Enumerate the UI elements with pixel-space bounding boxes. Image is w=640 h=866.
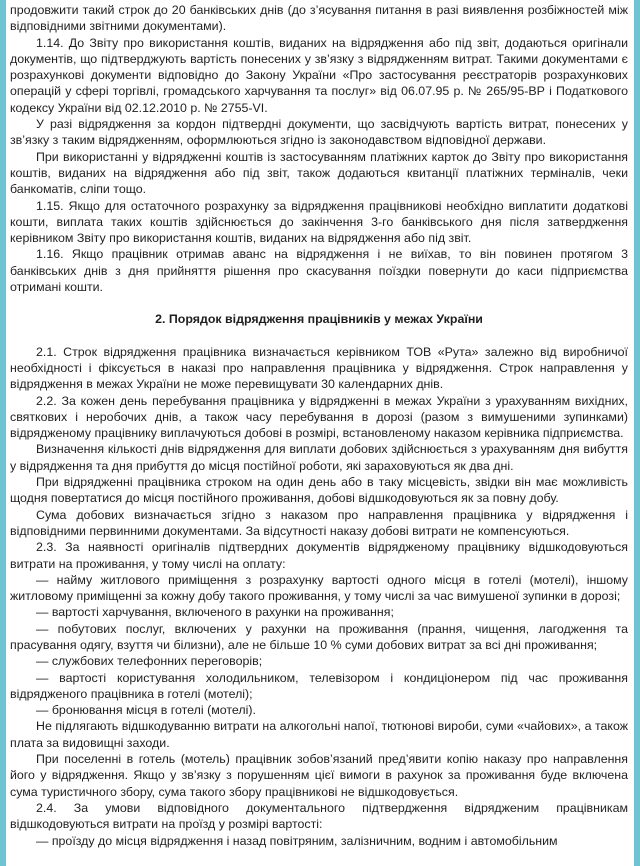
paragraph: 1.15. Якщо для остаточного розрахунку за відрядження працівникові необхідно виплатити додаткові кошти, виплата таких коштів здійснюється до закінчення 3-го банківського дня після затвердження керівником Звіту про використання коштів, виданих на відрядження або під звіт. (10, 198, 628, 246)
paragraph: 2.4. За умови відповідного документального підтвердження відрядженим працівникам відшкодовуються витрати на проїзд у розмірі вартості: (10, 800, 628, 832)
list-item: — службових телефонних переговорів; (36, 654, 263, 669)
section-heading: 2. Порядок відрядження працівників у межах України (155, 312, 483, 327)
paragraph: 2.3. За наявності оригіналів підтвердних документів відрядженому працівнику відшкодовуються витрати на проживання, у тому числі на оплату: (10, 540, 628, 571)
paragraph: У разі відрядження за кордон підтвердні документи, що засвідчують вартість витрат, понесених у зв’язку з таким відрядженням, оформлюються згідно із законодавством відповідної держави. (10, 117, 628, 148)
paragraph: При відрядженні працівника строком на один день або в таку місцевість, звідки він має можливість щодня повертатися до місця постійного проживання, добові відшкодовуються як за повну добу. (10, 475, 628, 506)
paragraph: 2.1. Строк відрядження працівника визначається керівником ТОВ «Рута» залежно від виробничої необхідності і фіксується в наказі про направлення працівника у відрядження. Строк направлення у відрядження в межах України не може перевищувати 30 календарних днів. (10, 344, 628, 392)
list-item: — побутових послуг, включених у рахунки на проживання (прання, чищення, лагодження та прасування одягу, взуття чи білизни), але не більше 10 % суми добових витрат за всі дні проживання; (10, 621, 628, 652)
paragraph: Сума добових визначається згідно з наказом про направлення працівника у відрядження і відповідними первинними документами. За відсутності наказу добові витрати не компенсуються. (10, 507, 628, 538)
list-item: — бронювання місця в готелі (мотелі). (36, 703, 256, 718)
spacer (10, 328, 628, 344)
paragraph: Не підлягають відшкодуванню витрати на алкогольні напої, тютюнові вироби, суми «чайових», а також плата за видовищні заходи. (10, 719, 628, 750)
list-item: — проїзду до місця відрядження і назад повітряним, залізничним, водним і автомобільним (36, 833, 558, 848)
list-item: — вартості харчування, включеного в рахунки на проживання; (36, 605, 394, 620)
spacer (10, 295, 628, 311)
paragraph: При поселенні в готель (мотель) працівник зобов’язаний пред’явити копію наказу про направлення його у відрядження. Якщо у зв’язку з порушенням цієї вимоги в рахунок за проживання буде включена сума туристичного збору, сума такого збору працівникові не відшкодовується. (10, 752, 628, 799)
left-accent-bar (0, 0, 6, 866)
paragraph: При використанні у відрядженні коштів із застосуванням платіжних карток до Звіту про використання коштів, виданих на відрядження або під звіт, також додаються квитанції платіжних терміналів, чеки банкоматів, сліпи тощо. (10, 149, 628, 197)
paragraph: продовжити такий строк до 20 банківських днів (до з’ясування питання в разі виявлення розбіжностей між відповідними звітними документами). (10, 3, 628, 34)
paragraph: 1.14. До Звіту про використання коштів, виданих на відрядження або під звіт, додаються оригінали документів, що підтверджують вартість понесених у зв’язку з відрядженням витрат. Такими документами є розрахункові документи відповідно до Закону України «Про застосування реєстраторів розрахункових операцій у сфері торгівлі, громадського харчування та послуг» від 06.07.95 р. № 265/95-ВР і Податкового кодексу України від 02.12.2010 р. № 2755-VI. (10, 35, 628, 115)
paragraph: Визначення кількості днів відрядження для виплати добових здійснюється з урахуванням дня вибуття у відрядження та дня прибуття до місця постійної роботи, які зараховуються як два дні. (10, 442, 628, 473)
list-item: — найму житлового приміщення з розрахунку вартості одного місця в готелі (мотелі), іншому житловому приміщенні за кожну добу такого проживання, у тому числі за час вимушеної зупинки в дорозі; (10, 572, 628, 604)
right-accent-bar (634, 0, 640, 866)
paragraph: 2.2. За кожен день перебування працівника у відрядженні в межах України з урахуванням вихідних, святкових і неробочих днів, а також часу перебування в дорозі (разом з вимушеними зупинками) відрядженому працівнику виплачуються добові в розмірі, встановленому наказом керівника підприємства. (10, 393, 628, 441)
paragraph: 1.16. Якщо працівник отримав аванс на відрядження і не виїхав, то він повинен протягом 3 банківських днів з дня прийняття рішення про скасування поїздки повернути до каси підприємства отримані кошти. (10, 247, 628, 295)
list-item: — вартості користування холодильником, телевізором і кондиціонером під час проживання відрядженого працівника в готелі (мотелі); (10, 670, 628, 701)
document-body (10, 2, 628, 849)
